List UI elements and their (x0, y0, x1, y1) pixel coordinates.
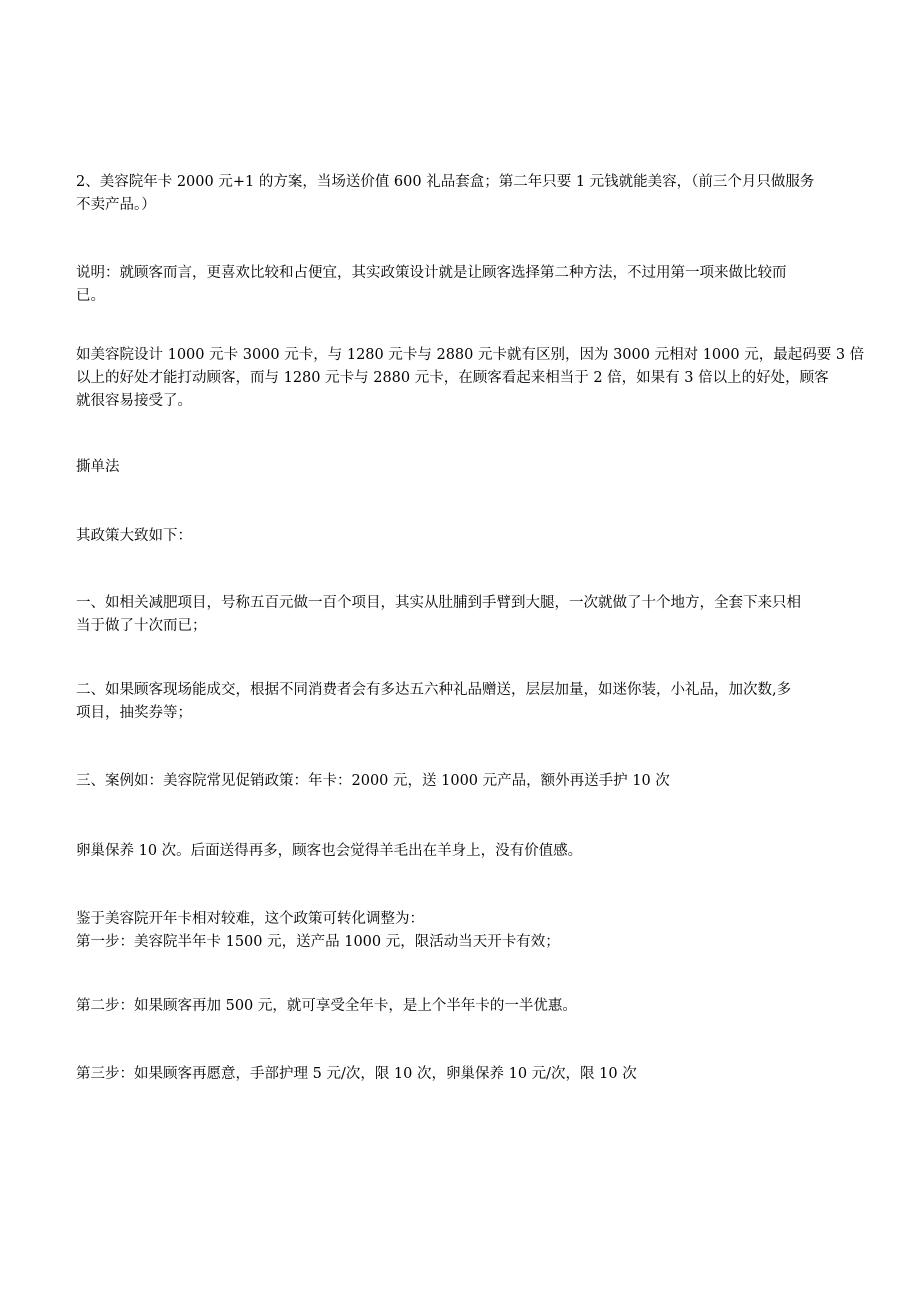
paragraph-policy-intro (76, 525, 848, 548)
text-line: 就很容易接受了。 (76, 393, 192, 409)
paragraph-point-two (76, 679, 848, 725)
text-line: 卵巢保养 10 次。后面送得再多，顾客也会觉得羊毛出在羊身上，没有价值感。 (76, 843, 583, 859)
text-line: 一、如相关减肥项目，号称五百元做一百个项目，其实从肚脯到手臂到大腿，一次就做了十个地方，全套下来只相 (76, 595, 801, 611)
text-line: 不卖产品。） (76, 197, 156, 213)
text-line: 2、美容院年卡 2000 元+1 的方案，当场送价值 600 礼品套盒；第二年只要 1 元钱就能美容，（前三个月只做服务 (76, 174, 815, 190)
text-line: 已。 (76, 288, 105, 304)
text-line: 项目，抽奖券等； (76, 705, 192, 721)
text-line: 如美容院设计 1000 元卡 3000 元卡，与 1280 元卡与 2880 元卡就有区别，因为 3000 元相对 1000 元，最起码要 3 倍 (76, 347, 865, 363)
text-line: 以上的好处才能打动顾客，而与 1280 元卡与 2880 元卡，在顾客看起来相当于 2 倍，如果有 3 倍以上的好处，顾客 (76, 370, 829, 386)
paragraph-point-three-continued (76, 840, 848, 863)
paragraph-card-comparison (76, 344, 865, 413)
paragraph-explanation (76, 262, 848, 308)
paragraph-annual-card-plan (76, 171, 848, 217)
text-line: 当于做了十次而已； (76, 618, 207, 634)
paragraph-step-three (76, 1063, 848, 1086)
text-line: 鉴于美容院开年卡相对较难，这个政策可转化调整为： (76, 911, 424, 927)
paragraph-step-one (76, 908, 848, 954)
paragraph-point-three (76, 770, 848, 793)
text-line: 三、案例如：美容院常见促销政策：年卡：2000 元，送 1000 元产品，额外再送手护 10 次 (76, 773, 670, 789)
text-line: 第一步：美容院半年卡 1500 元，送产品 1000 元，限活动当天开卡有效； (76, 934, 560, 950)
paragraph-point-one (76, 592, 848, 638)
text-line: 其政策大致如下： (76, 528, 192, 544)
text-line: 二、如果顾客现场能成交，根据不同消费者会有多达五六种礼品赠送，层层加量，如迷你装，小礼品，加次数,多 (76, 682, 792, 698)
text-line: 第二步：如果顾客再加 500 元，就可享受全年卡，是上个半年卡的一半优惠。 (76, 998, 577, 1014)
paragraph-step-two (76, 995, 848, 1018)
text-line: 说明：就顾客而言，更喜欢比较和占便宜，其实政策设计就是让顾客选择第二种方法，不过用第一项来做比较而 (76, 265, 787, 281)
text-line: 第三步：如果顾客再愿意，手部护理 5 元/次，限 10 次，卵巢保养 10 元/次，限 10 次 (76, 1066, 637, 1082)
text-line: 撕单法 (76, 459, 120, 475)
section-heading (76, 456, 848, 479)
